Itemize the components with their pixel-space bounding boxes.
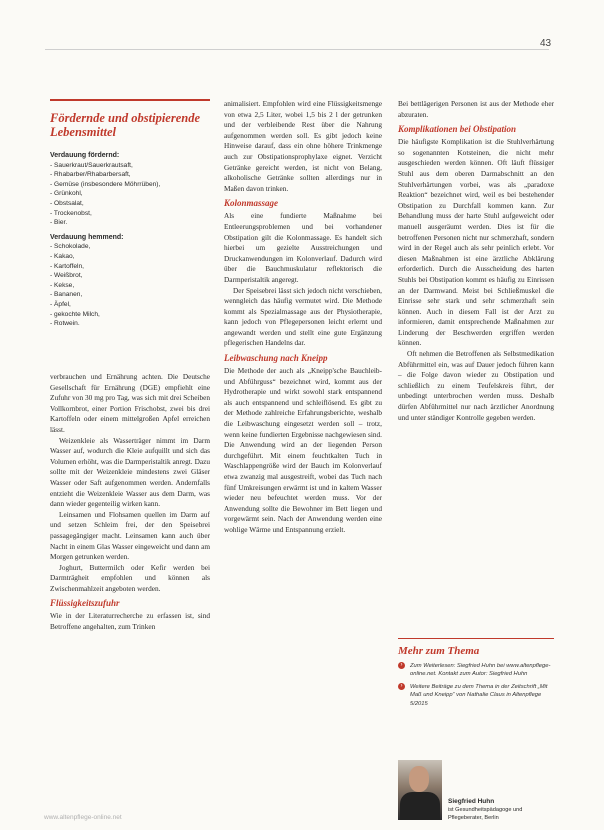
more-item[interactable] xyxy=(398,662,554,679)
section-heading: Flüssigkeitszufuhr xyxy=(50,598,120,609)
more-item-text: Zum Weiterlesen: Siegfried Huhn bei www.altenpflege-online.net. Kontakt zum Autor: Siegfried Huhn xyxy=(410,663,551,678)
list-item: - Rhabarber/Rhabarbersaft, xyxy=(50,171,131,179)
food-info-box xyxy=(50,99,210,337)
paragraph: Oft nehmen die Betroffenen als Selbstmedikation Abführmittel ein, was auf Dauer jedoch führen kann – die Folge davon wieder zu Obstipation und schließlich zu einem Teufelskreis führt, der unbedingt unterbrochen werden muss. Deshalb dürfen Abführmittel nur nach ärztlicher Anordnung und unter ständiger Kontrolle gegeben werden. xyxy=(398,349,554,422)
arrow-icon: › xyxy=(398,683,405,690)
list-item: - Rotwein. xyxy=(50,320,80,328)
list-item: - Bier. xyxy=(50,219,68,227)
footer-url: www.altenpflege-online.net xyxy=(44,814,122,821)
paragraph: Joghurt, Buttermilch oder Kefir werden bei Darmträgheit empfohlen und können als Zwischenmahlzeit angeboten werden. xyxy=(50,562,210,593)
paragraph: verbrauchen und Ernährung achten. Die Deutsche Gesellschaft für Ernährung (DGE) empfiehlt eine Zufuhr von 30 mg pro Tag, was sich mit drei Scheiben Vollkornbrot, einer Portion Frischobst, zwei bis drei Kartoffeln oder einem mittelgroßen Apfel erreichen lässt. xyxy=(50,372,210,434)
inhibiting-heading: Verdauung hemmend: xyxy=(50,233,124,241)
paragraph: Leinsamen und Flohsamen quellen im Darm auf und setzen Schleim frei, der den Speisebrei passagegängiger macht. Leinsamen kann auch über Nacht in einem Glas Wasser eingeweicht und dann am Morgen getrunken werden. xyxy=(50,509,210,562)
list-item: - Bananen, xyxy=(50,291,83,299)
more-on-topic-box xyxy=(398,638,554,712)
list-item: - Kartoffeln, xyxy=(50,262,84,270)
paragraph: Als eine fundierte Maßnahme bei Entleerungsproblemen und bei vorhandener Obstipation gilt die Kolonmassage. Es handelt sich hierbei um gezielte Ausstreichungen und Druckanwendungen im Kolonverlauf. Dadurch wird über die Bauchmuskulatur reflektorisch die Darmperistaltik angeregt. xyxy=(224,211,382,284)
list-item: - Kekse, xyxy=(50,281,75,289)
more-item[interactable] xyxy=(398,683,554,708)
column-middle xyxy=(224,99,382,536)
list-item: - gekochte Milch, xyxy=(50,310,100,318)
list-item: - Kakao, xyxy=(50,252,75,260)
header-rule xyxy=(45,49,549,50)
author-role: ist Gesundheitspädagoge und Pflegeberater, Berlin xyxy=(448,807,523,821)
list-item: - Gemüse (insbesondere Möhrrüben), xyxy=(50,180,161,188)
box-title: Fördernde und obstipierende Lebensmittel xyxy=(50,111,201,139)
column-right xyxy=(398,99,554,423)
paragraph: Der Speisebrei lässt sich jedoch nicht verschieben, wenngleich das häufig vermutet wird. Die Methode kommt als Spezialmassage aus der Physiotherapie, kann jedoch von Pflegepersonen leicht erlernt und angewandt werden und stellt eine gute Ergänzung pflegerischen Handelns dar. xyxy=(224,285,382,348)
list-item: - Äpfel, xyxy=(50,300,71,308)
author-name: Siegfried Huhn xyxy=(448,798,495,805)
page-number: 43 xyxy=(540,38,552,49)
paragraph: Die häufigste Komplikation ist die Stuhlverhärtung so sogenannten Kotsteinen, die nicht mehr ausgeschieden werden können. Oft läuft flüssiger Stuhl aus dem oberen Darmabschnitt an den Stuhlverhärtungen vorbei, was als „paradoxe Reaktion“ bezeichnet wird, weil es bei bestehender Obstipation zu Durchfall kommen kann. Zur Behandlung muss der harte Stuhl aufgeweicht oder manuell ausgeräumt werden. Dies ist für die betroffenen Personen nicht nur schmerzhaft, sondern wird in der Regel auch als sehr peinlich erlebt. Vor diesen Maßnahmen ist eine ärztliche Abklärung erforderlich. Durch die Ausscheidung des harten Stuhls bei Obstipation kommt es häufig zu Einrissen an der Darmwand. Meist bei Schließmuskel die Einrisse sehr stark und sehr schmerzhaft sein können. Auch in diesem Fall ist der Arzt zu informieren, damit entsprechende Maßnahmen zur Linderung der Beschwerden ergriffen werden können. xyxy=(398,137,554,348)
promoting-list xyxy=(50,161,210,228)
author-body xyxy=(400,792,440,820)
author-photo xyxy=(398,760,442,820)
list-item: - Grünkohl, xyxy=(50,190,83,198)
section-heading: Kolonmassage xyxy=(224,198,279,209)
more-rule xyxy=(398,638,554,639)
list-item: - Schokolade, xyxy=(50,243,91,251)
section-heading: Leibwaschung nach Kneipp xyxy=(224,353,328,364)
paragraph: Die Methode der auch als „Kneipp'sche Bauchleib- und Abführguss“ bezeichnet wird, kommt aus der Hydrotherapie und wirkt sowohl stark entspannend als auch entspannend und schleiflösend. Es gibt zu der Methode zahlreiche Erfahrungsberichte, weshalb die Leibwaschung eingesetzt werden soll – trotz, wenn keine fundierten Ergebnisse nachgewiesen sind. Die Anwendung wird an der liegenden Person durchgeführt. Mit einem feuchtkalten Tuch in Waschlappengröße wird der Bauch im Kolonverlauf etwa zwanzig mal ausgestreift, wobei das Tuch nach fünf Umkreisungen erwärmt ist und in kaltem Wasser wieder neu befeuchtet werden muss. Vor der Anwendung sollte die Bewohner im Bett liegen und vorgewärmt sein. Nach der Anwendung werden eine wohlige Wärme und Entspannung erzielt. xyxy=(224,366,382,534)
list-item: - Obstsalat, xyxy=(50,199,84,207)
paragraph: Weizenkleie als Wasserträger nimmt im Darm Wasser auf, wodurch die Kleie aufquillt und sich das Volumen erhöht, was die Darmperistaltik anregt. Dazu sollte mit der Weizenkleie mindestens zwei Gläser Wasser oder Saft aufgenommen werden. Andernfalls entzieht die Weizenkleie Wasser aus dem Darm, was dann wieder gegenteilig wirken kann. xyxy=(50,435,210,509)
more-title: Mehr zum Thema xyxy=(398,645,480,657)
paragraph: Wie in der Literaturrecherche zu erfassen ist, sind Betroffene angehalten, zum Trinken xyxy=(50,611,210,632)
list-item: - Weißbrot, xyxy=(50,272,83,280)
paragraph: animalisiert. Empfohlen wird eine Flüssigkeitsmenge von etwa 2,5 Liter, wobei 1,5 bis 2 l der getrunken und der verbleibende Rest über die Nahrung aufgenommen werden soll. Es gibt jedoch keine Hinweise darauf, dass ein ohne höhere Trinkmenge auch zur Obstipationsprophylaxe eignet. Verzicht Getränke gereicht werden, ist nicht von Belang, alkoholische Getränke sollten allerdings nur in Maßen davon trinken. xyxy=(224,99,382,193)
column-left xyxy=(50,372,210,633)
author-box xyxy=(398,760,554,826)
section-heading: Komplikationen bei Obstipation xyxy=(398,124,517,135)
list-item: - Trockenobst, xyxy=(50,209,92,217)
arrow-icon: › xyxy=(398,662,405,669)
paragraph: Bei bettlägerigen Personen ist aus der Methode eher abzuraten. xyxy=(398,99,554,119)
promoting-heading: Verdauung fördernd: xyxy=(50,152,120,159)
list-item: - Sauerkraut/Sauerkrautsaft, xyxy=(50,161,133,169)
more-item-text: Weitere Beiträge zu dem Thema in der Zeitschrift „Mit Maß und Kneipp“ von Nathalie Claus in Altenpflege 5/2015 xyxy=(410,683,548,707)
box-top-rule xyxy=(50,99,210,101)
author-face xyxy=(409,766,429,792)
inhibiting-list xyxy=(50,242,210,328)
